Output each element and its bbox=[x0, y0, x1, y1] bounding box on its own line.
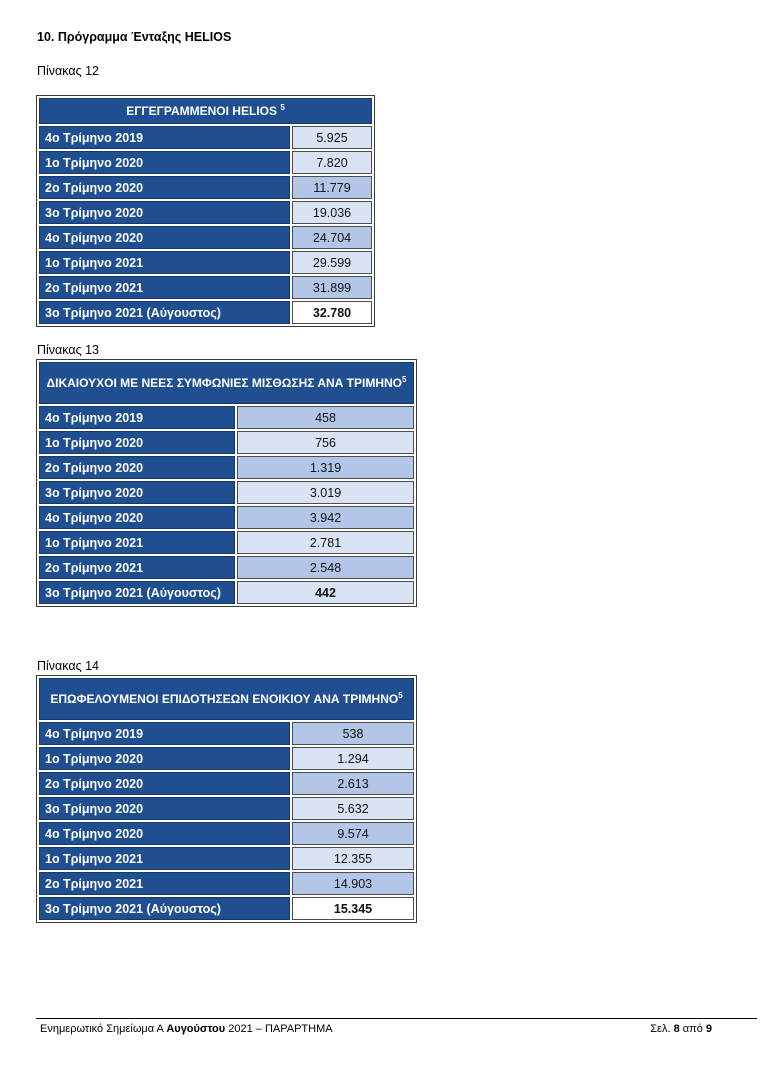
table-row bbox=[39, 531, 414, 554]
table-row bbox=[39, 506, 414, 529]
footer-divider bbox=[36, 1018, 757, 1019]
row-value: 32.780 bbox=[292, 301, 372, 324]
table-row bbox=[39, 772, 414, 795]
table-row bbox=[39, 822, 414, 845]
row-value: 442 bbox=[237, 581, 414, 604]
table-row bbox=[39, 722, 414, 745]
row-value: 12.355 bbox=[292, 847, 414, 870]
footer-title-suffix: 2021 – ΠΑΡΑΡΤΗΜΑ bbox=[225, 1023, 333, 1035]
table-row bbox=[39, 406, 414, 429]
row-value: 2.613 bbox=[292, 772, 414, 795]
table-14-caption: Πίνακας 14 bbox=[37, 659, 100, 673]
row-value: 5.632 bbox=[292, 797, 414, 820]
table-row bbox=[39, 251, 372, 274]
table-row bbox=[39, 872, 414, 895]
table-12 bbox=[36, 95, 375, 327]
row-label: 2ο Τρίμηνο 2020 bbox=[39, 176, 290, 199]
table-row bbox=[39, 151, 372, 174]
row-value: 29.599 bbox=[292, 251, 372, 274]
row-label: 2ο Τρίμηνο 2020 bbox=[39, 772, 290, 795]
row-label: 2ο Τρίμηνο 2020 bbox=[39, 456, 235, 479]
table-row bbox=[39, 201, 372, 224]
row-label: 2ο Τρίμηνο 2021 bbox=[39, 556, 235, 579]
row-value: 11.779 bbox=[292, 176, 372, 199]
row-label: 4ο Τρίμηνο 2020 bbox=[39, 226, 290, 249]
row-value: 31.899 bbox=[292, 276, 372, 299]
row-label: 1ο Τρίμηνο 2021 bbox=[39, 531, 235, 554]
table-row bbox=[39, 301, 372, 324]
footer-document-title bbox=[40, 1023, 333, 1035]
row-label: 4ο Τρίμηνο 2019 bbox=[39, 126, 290, 149]
row-label: 4ο Τρίμηνο 2019 bbox=[39, 406, 235, 429]
row-label: 3ο Τρίμηνο 2021 (Αύγουστος) bbox=[39, 581, 235, 604]
row-value: 458 bbox=[237, 406, 414, 429]
footnote-marker: 5 bbox=[402, 375, 407, 384]
row-value: 9.574 bbox=[292, 822, 414, 845]
table-row bbox=[39, 897, 414, 920]
page-mid: από bbox=[679, 1023, 706, 1035]
row-label: 2ο Τρίμηνο 2021 bbox=[39, 276, 290, 299]
table-14 bbox=[36, 675, 417, 923]
row-label: 1ο Τρίμηνο 2020 bbox=[39, 747, 290, 770]
row-value: 3.019 bbox=[237, 481, 414, 504]
row-value: 19.036 bbox=[292, 201, 372, 224]
table-row bbox=[39, 176, 372, 199]
row-label: 3ο Τρίμηνο 2020 bbox=[39, 797, 290, 820]
row-value: 1.294 bbox=[292, 747, 414, 770]
table-13-caption: Πίνακας 13 bbox=[37, 343, 100, 357]
table-row bbox=[39, 747, 414, 770]
table-header bbox=[39, 678, 414, 720]
row-label: 1ο Τρίμηνο 2020 bbox=[39, 151, 290, 174]
row-value: 24.704 bbox=[292, 226, 372, 249]
table-13 bbox=[36, 359, 417, 607]
row-label: 3ο Τρίμηνο 2021 (Αύγουστος) bbox=[39, 301, 290, 324]
row-label: 3ο Τρίμηνο 2020 bbox=[39, 201, 290, 224]
table-row bbox=[39, 226, 372, 249]
table-header-text: ΕΓΓΕΓΡΑΜΜΕΝΟΙ HELIOS bbox=[126, 104, 277, 118]
row-label: 4ο Τρίμηνο 2020 bbox=[39, 506, 235, 529]
table-header bbox=[39, 362, 414, 404]
row-label: 3ο Τρίμηνο 2021 (Αύγουστος) bbox=[39, 897, 290, 920]
table-row bbox=[39, 431, 414, 454]
row-value: 14.903 bbox=[292, 872, 414, 895]
row-value: 2.781 bbox=[237, 531, 414, 554]
row-value: 7.820 bbox=[292, 151, 372, 174]
table-row bbox=[39, 481, 414, 504]
footer-title-prefix: Ενημερωτικό Σημείωμα Α bbox=[40, 1023, 167, 1035]
row-value: 3.942 bbox=[237, 506, 414, 529]
footnote-marker: 5 bbox=[398, 691, 403, 700]
row-label: 1ο Τρίμηνο 2021 bbox=[39, 251, 290, 274]
page-current: 8 bbox=[673, 1023, 680, 1035]
table-row bbox=[39, 126, 372, 149]
table-row bbox=[39, 556, 414, 579]
row-label: 1ο Τρίμηνο 2020 bbox=[39, 431, 235, 454]
table-12-caption: Πίνακας 12 bbox=[37, 64, 100, 78]
row-label: 4ο Τρίμηνο 2020 bbox=[39, 822, 290, 845]
page-total: 9 bbox=[705, 1023, 712, 1035]
table-row bbox=[39, 581, 414, 604]
table-row bbox=[39, 456, 414, 479]
row-label: 4ο Τρίμηνο 2019 bbox=[39, 722, 290, 745]
row-label: 2ο Τρίμηνο 2021 bbox=[39, 872, 290, 895]
footer-title-month: Αυγούστου bbox=[166, 1023, 226, 1035]
row-value: 1.319 bbox=[237, 456, 414, 479]
row-value: 15.345 bbox=[292, 897, 414, 920]
table-header-text: ΕΠΩΦΕΛΟΥΜΕΝΟΙ ΕΠΙΔΟΤΗΣΕΩΝ ΕΝΟΙΚΙΟΥ ΑΝΑ ΤΡΙΜΗΝΟ bbox=[50, 692, 399, 706]
table-header bbox=[39, 98, 372, 124]
footnote-marker: 5 bbox=[280, 103, 285, 112]
row-label: 1ο Τρίμηνο 2021 bbox=[39, 847, 290, 870]
table-row bbox=[39, 276, 372, 299]
row-value: 756 bbox=[237, 431, 414, 454]
row-value: 5.925 bbox=[292, 126, 372, 149]
table-row bbox=[39, 797, 414, 820]
section-title: 10. Πρόγραμμα Ένταξης HELIOS bbox=[37, 30, 232, 44]
row-value: 538 bbox=[292, 722, 414, 745]
footer-page-number bbox=[650, 1023, 712, 1035]
row-label: 3ο Τρίμηνο 2020 bbox=[39, 481, 235, 504]
row-value: 2.548 bbox=[237, 556, 414, 579]
page-prefix: Σελ. bbox=[650, 1023, 674, 1035]
table-row bbox=[39, 847, 414, 870]
table-header-text: ΔΙΚΑΙΟΥΧΟΙ ΜΕ ΝΕΕΣ ΣΥΜΦΩΝΙΕΣ ΜΙΣΘΩΣΗΣ ΑΝΑ ΤΡΙΜΗΝΟ bbox=[46, 376, 403, 390]
